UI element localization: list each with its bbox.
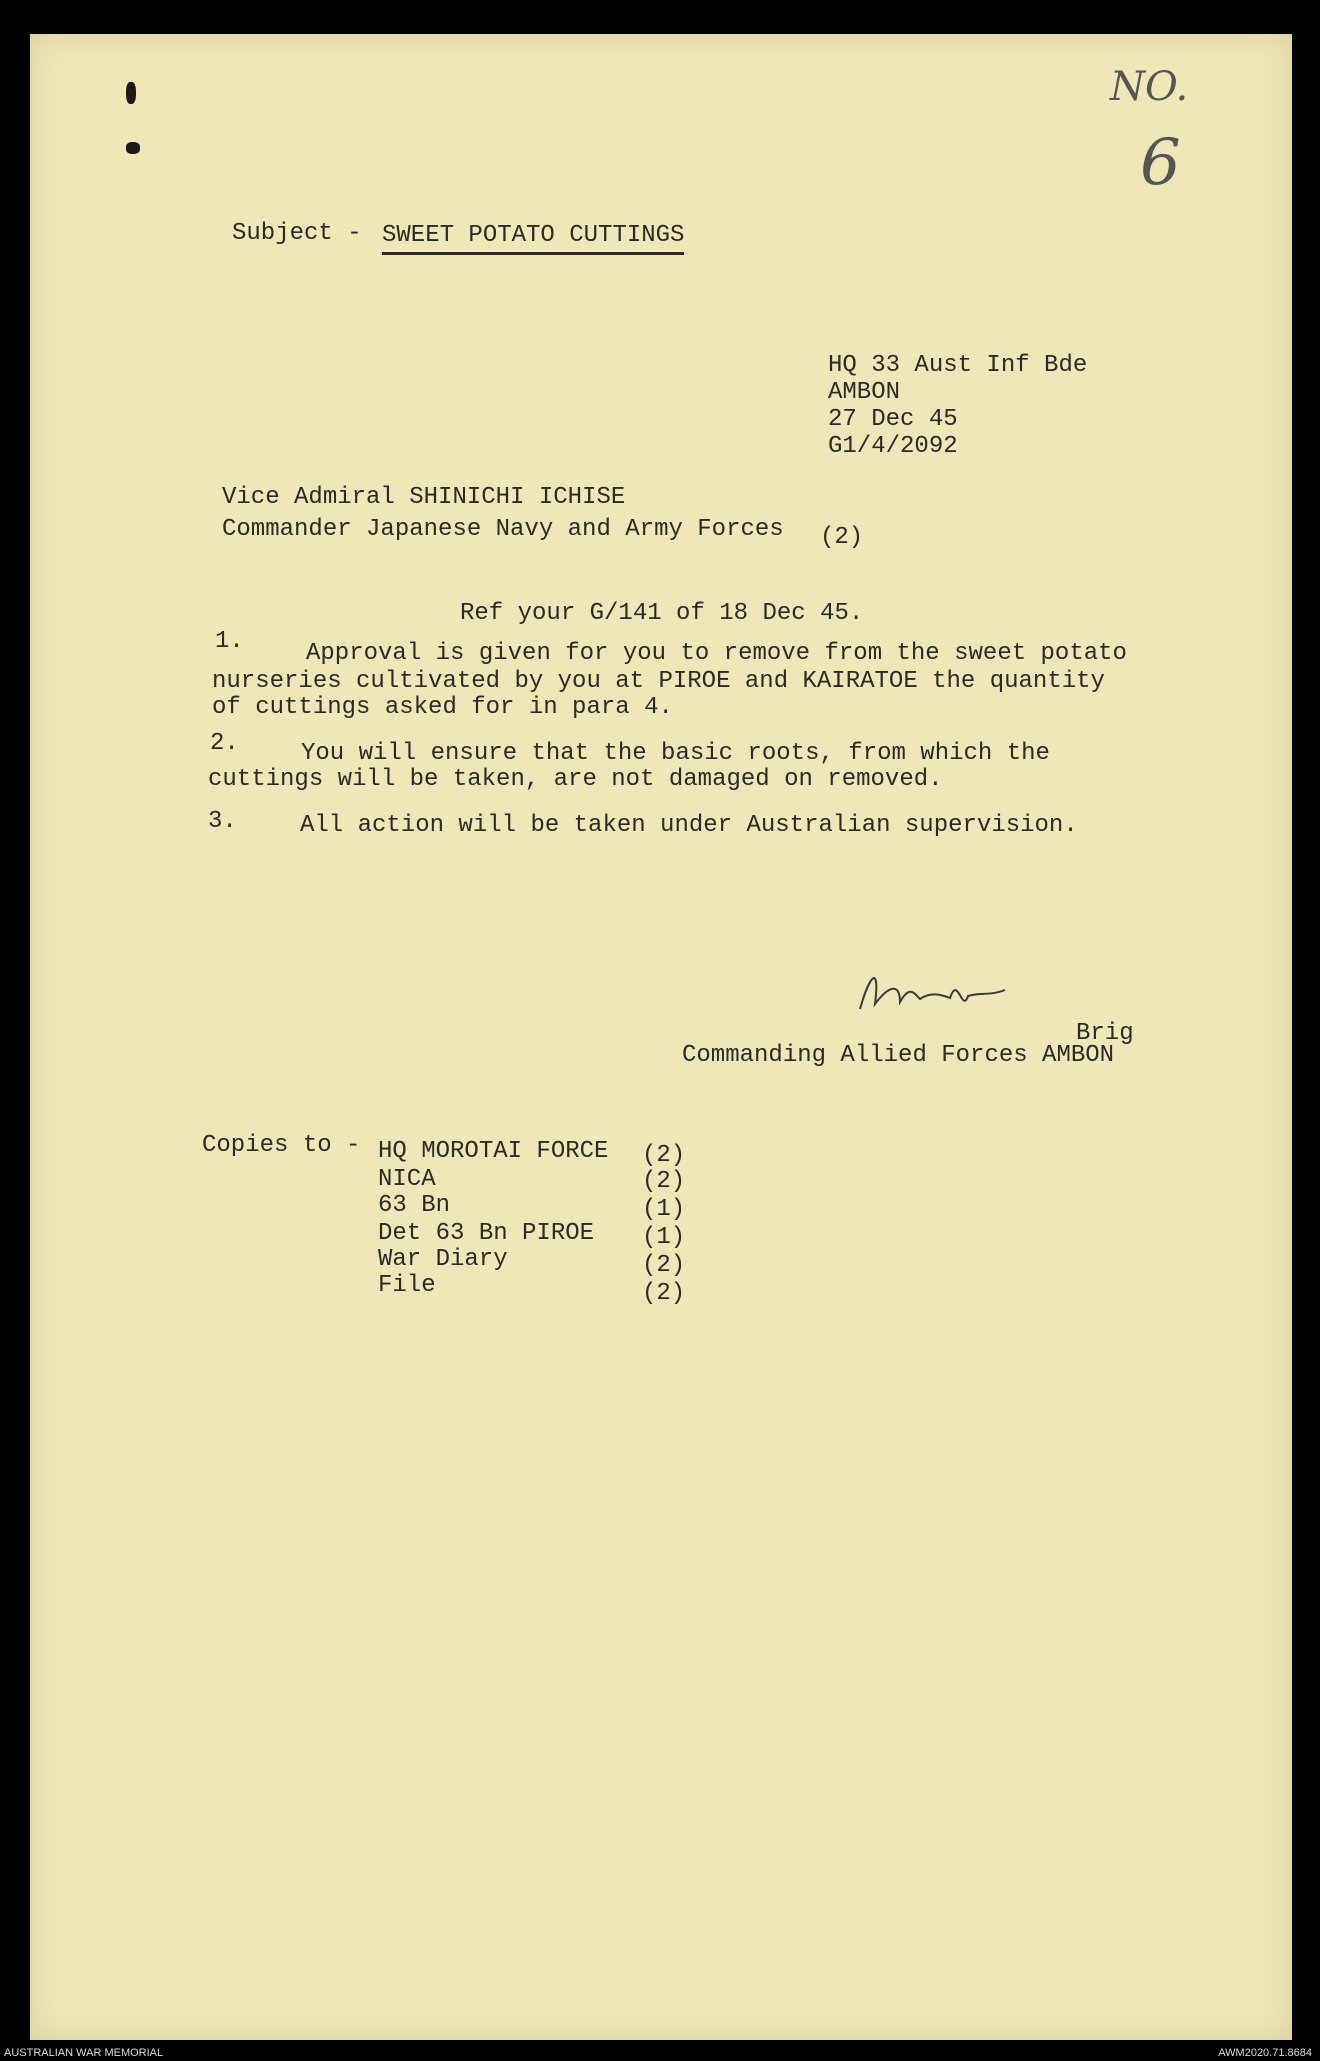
paragraph-3-number: 3. [208, 808, 237, 835]
copies-to-item-count: (2) [642, 1168, 686, 1195]
punch-hole [126, 82, 136, 104]
sender-date: 27 Dec 45 [828, 406, 958, 433]
paragraph-1-line3: of cuttings asked for in para 4. [212, 694, 673, 721]
handwritten-signature [840, 954, 1040, 1034]
footer-right: AWM2020.71.8684 [1218, 2047, 1312, 2059]
sender-location: AMBON [828, 379, 901, 406]
document-number: 6 [1140, 126, 1181, 200]
paragraph-2-line2: cuttings will be taken, are not damaged on removed. [208, 766, 943, 793]
subject-value: SWEET POTATO CUTTINGS [382, 222, 684, 255]
paragraph-2-number: 2. [210, 730, 239, 757]
copies-to-item-name: 63 Bn [378, 1192, 451, 1219]
subject-label: Subject - [232, 220, 362, 247]
addressee-title: Commander Japanese Navy and Army Forces [222, 516, 784, 543]
document-number-label: NO. [1110, 64, 1189, 110]
copies-to-item-name: War Diary [378, 1246, 508, 1273]
copies-to-item-count: (2) [642, 1252, 686, 1279]
copies-to-item-count: (1) [642, 1224, 686, 1251]
addressee-copies: (2) [820, 524, 864, 551]
copies-to-item-name: Det 63 Bn PIROE [378, 1220, 595, 1247]
copies-to-item-name: HQ MOROTAI FORCE [378, 1138, 609, 1165]
reference-line: Ref your G/141 of 18 Dec 45. [460, 600, 864, 627]
signature-rank: Brig [1076, 1020, 1134, 1047]
addressee-name: Vice Admiral SHINICHI ICHISE [222, 484, 626, 511]
copies-to-item-count: (2) [642, 1142, 686, 1169]
punch-hole [126, 142, 140, 154]
signature-title: Commanding Allied Forces AMBON [682, 1042, 1115, 1069]
paragraph-1-number: 1. [215, 628, 244, 655]
paragraph-1-line2: nurseries cultivated by you at PIROE and KAIRATOE the quantity [212, 668, 1105, 695]
sender-unit: HQ 33 Aust Inf Bde [828, 352, 1088, 379]
document-page [30, 34, 1292, 2040]
paragraph-1-line1: Approval is given for you to remove from the sweet potato [306, 640, 1127, 667]
paragraph-3-line1: All action will be taken under Australian supervision. [300, 812, 1078, 839]
copies-to-label: Copies to - [202, 1132, 361, 1159]
paragraph-2-line1: You will ensure that the basic roots, from which the [301, 740, 1050, 767]
sender-reference: G1/4/2092 [828, 433, 958, 460]
footer-left: AUSTRALIAN WAR MEMORIAL [4, 2047, 164, 2059]
copies-to-item-name: NICA [378, 1166, 436, 1193]
copies-to-item-count: (1) [642, 1196, 686, 1223]
copies-to-item-count: (2) [642, 1280, 686, 1307]
copies-to-item-name: File [378, 1272, 436, 1299]
